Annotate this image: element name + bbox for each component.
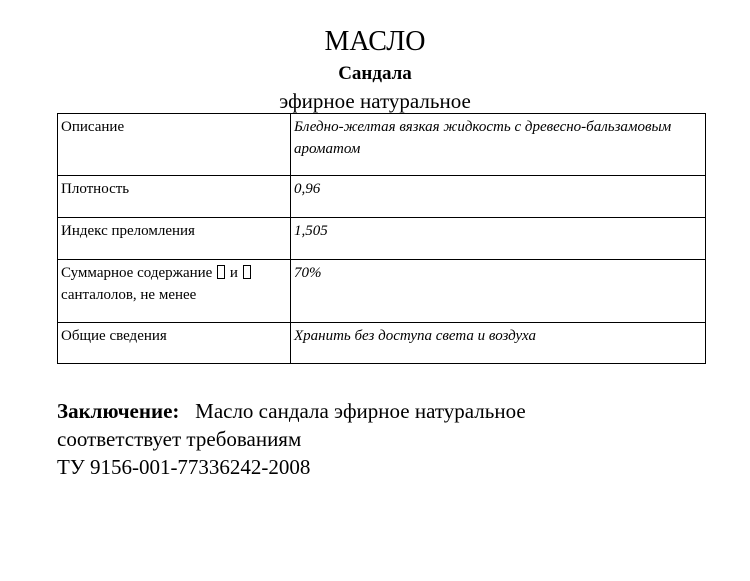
- santalol-label-part1: Суммарное содержание: [61, 265, 213, 281]
- table-row: [58, 218, 706, 260]
- table-row: [58, 176, 706, 218]
- row-name-density: Плотность: [58, 176, 291, 218]
- row-value-santalol-content: 70%: [291, 260, 706, 323]
- document-subtitle: Сандала: [338, 63, 412, 84]
- row-value-description: Бледно-желтая вязкая жидкость с древесно-бальзамовым ароматом: [291, 114, 706, 176]
- table-row: [58, 114, 706, 176]
- conclusion-line-3: ТУ 9156-001-77336242-2008: [57, 455, 311, 479]
- row-value-density: 0,96: [291, 176, 706, 218]
- conclusion-block: [57, 397, 717, 481]
- specification-table: [57, 113, 706, 364]
- row-name-santalol-content: [58, 260, 291, 323]
- row-value-general-info: Хранить без доступа света и воздуха: [291, 323, 706, 364]
- row-name-description: Описание: [58, 114, 291, 176]
- row-name-refraction-index: Индекс преломления: [58, 218, 291, 260]
- santalol-label-part2: и: [229, 265, 238, 281]
- document-title: МАСЛО: [324, 26, 426, 57]
- conclusion-text: Масло сандала эфирное натуральное: [195, 399, 526, 423]
- missing-glyph-icon: [217, 265, 225, 279]
- santalol-label-part3: санталолов, не менее: [61, 287, 197, 303]
- table-row: [58, 323, 706, 364]
- table-row: [58, 260, 706, 323]
- conclusion-label: Заключение:: [57, 399, 180, 423]
- conclusion-line-2: соответствует требованиям: [57, 427, 302, 451]
- row-name-general-info: Общие сведения: [58, 323, 291, 364]
- conclusion-line-1: [57, 397, 717, 425]
- row-value-refraction-index: 1,505: [291, 218, 706, 260]
- missing-glyph-icon: [243, 265, 251, 279]
- document-description: эфирное натуральное: [279, 89, 471, 113]
